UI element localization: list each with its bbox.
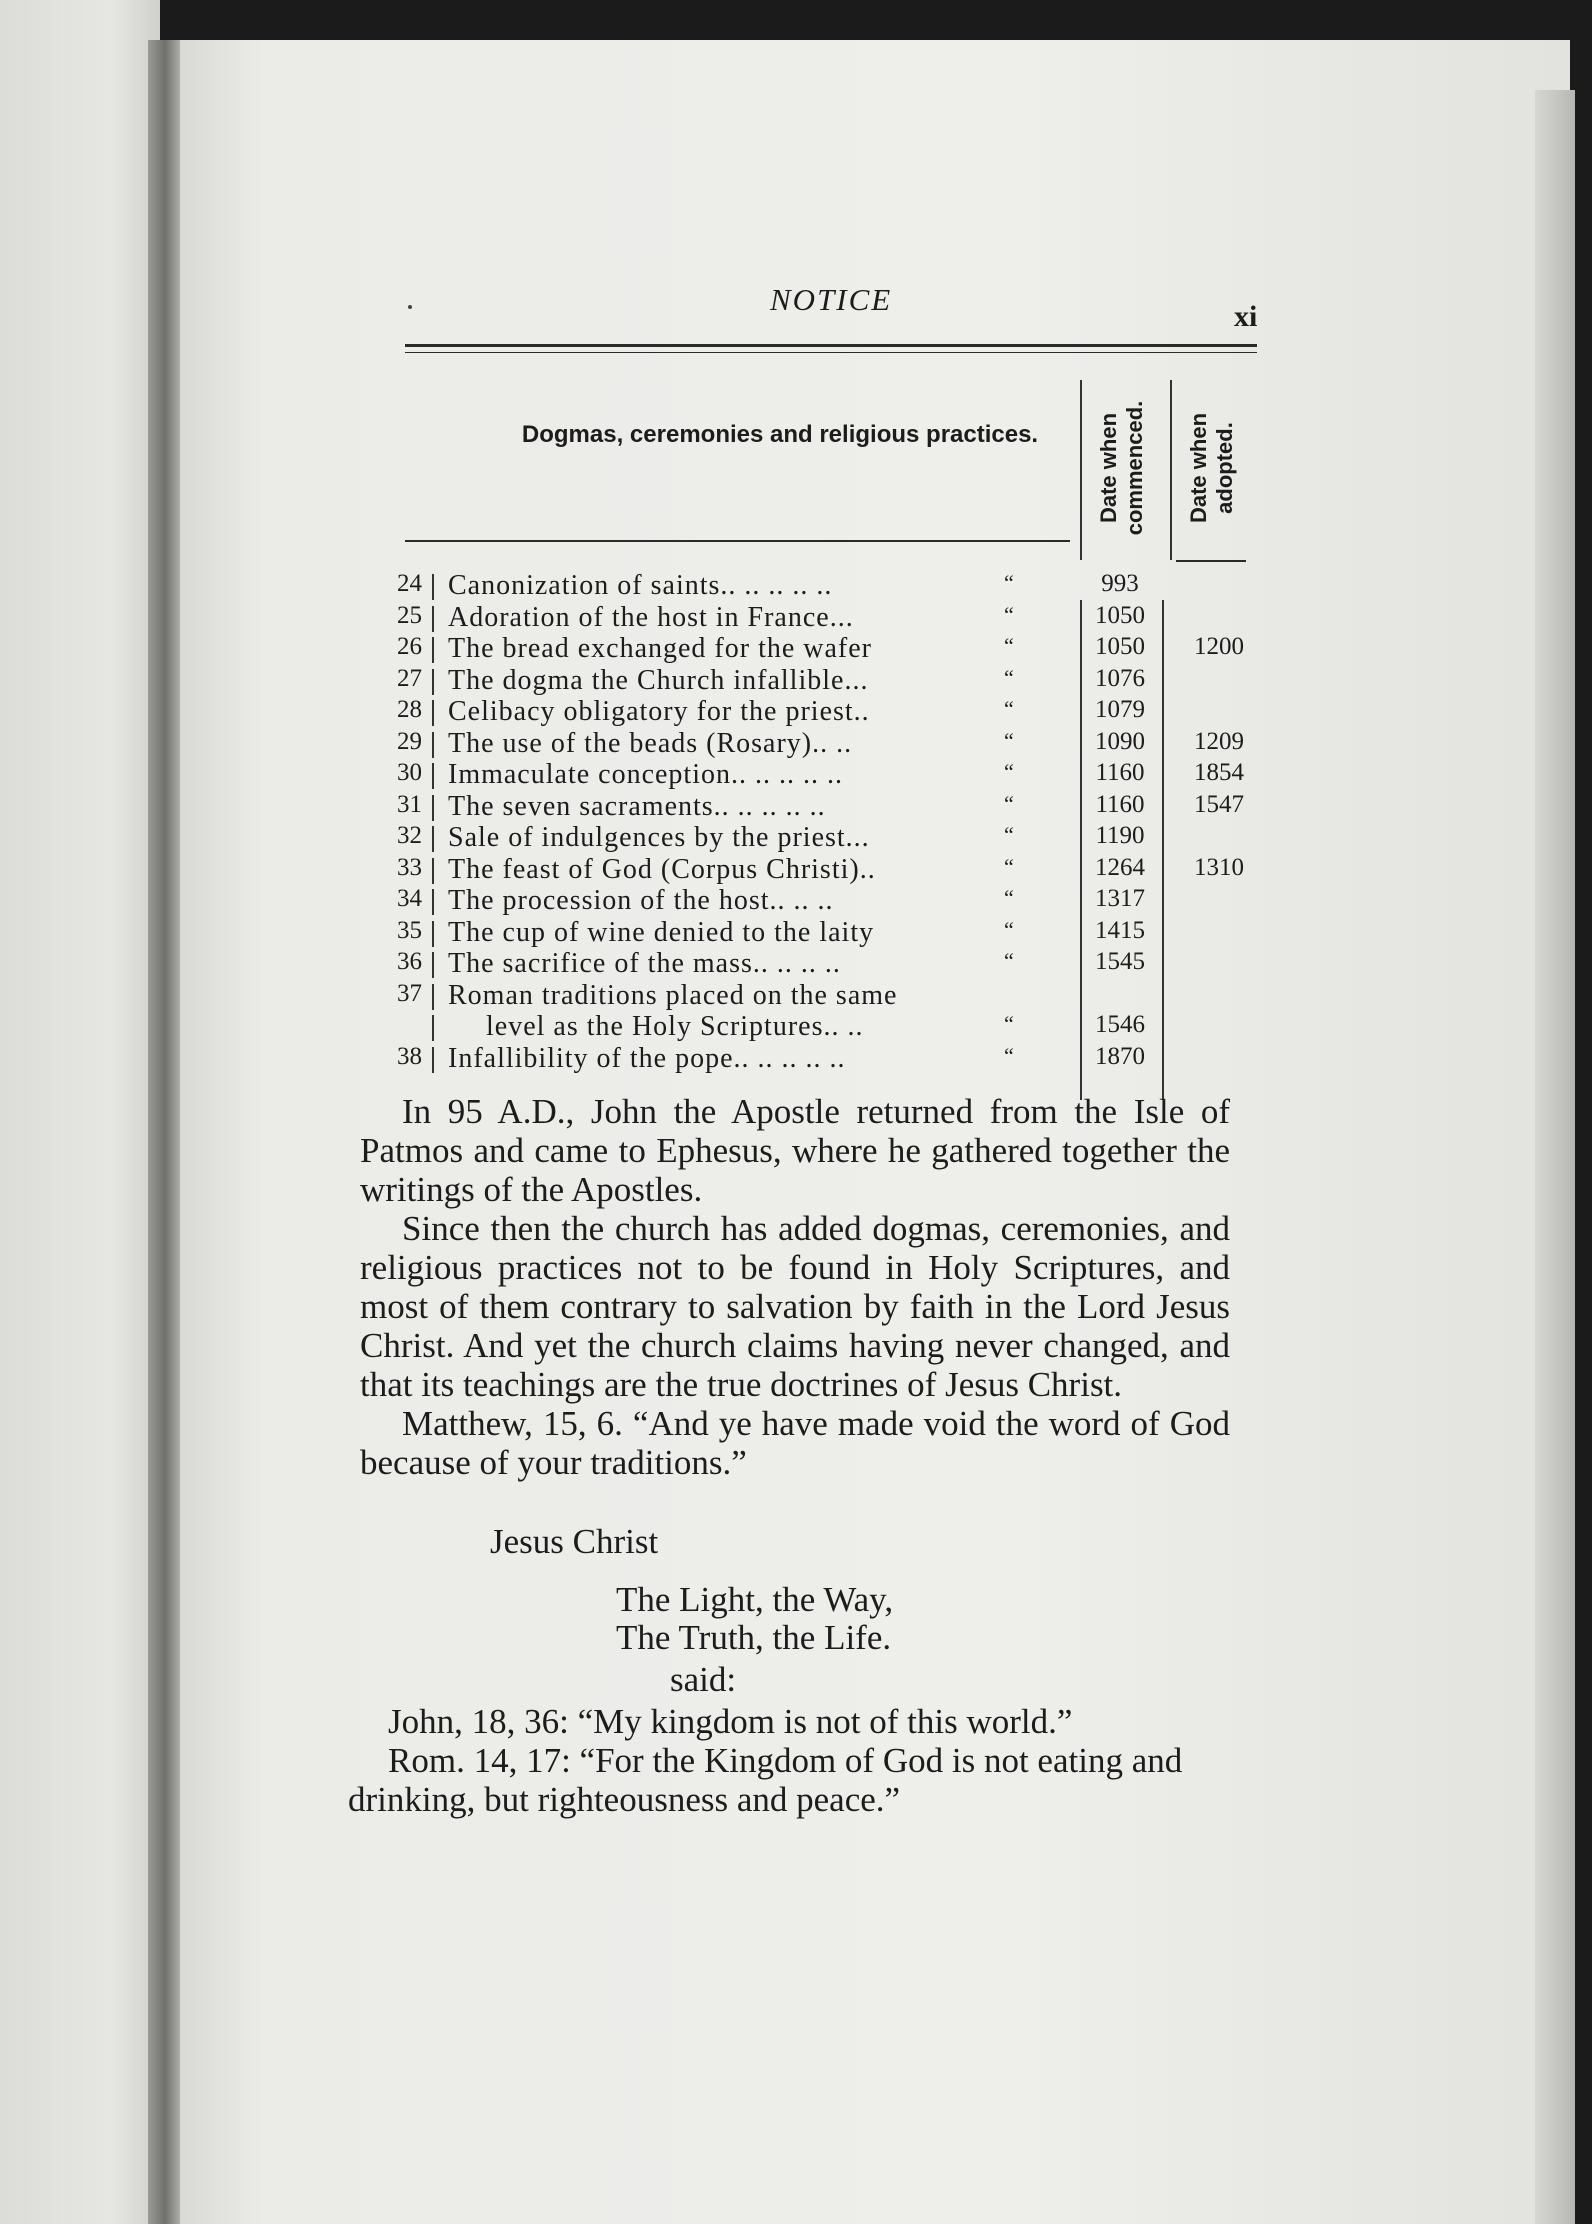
table-row: [0, 854, 1300, 886]
ditto-mark: “: [1004, 853, 1014, 879]
table-row: [0, 885, 1300, 917]
row-bar: [432, 826, 434, 852]
row-number: 24: [397, 570, 422, 597]
date-commenced: 1079: [1095, 696, 1145, 723]
row-label: Roman traditions placed on the same: [448, 979, 898, 1011]
margin-mark: [408, 305, 412, 309]
column-heading-commenced: Date when commenced.: [1096, 400, 1147, 536]
column-divider-1: [1080, 380, 1082, 560]
row-number: 32: [397, 822, 422, 849]
table-top-rule: [405, 344, 1257, 347]
column-divider-2: [1170, 380, 1172, 560]
table-row: [0, 917, 1300, 949]
row-number: 25: [397, 601, 422, 629]
date-commenced: 1160: [1095, 759, 1145, 786]
row-number: 33: [397, 853, 422, 881]
table-row: [0, 1011, 1300, 1043]
row-label: Sale of indulgences by the priest...: [448, 822, 870, 853]
row-label: Canonization of saints.. .. .. .. ..: [448, 570, 833, 601]
page-number: xi: [1234, 300, 1258, 333]
row-number: 38: [397, 1042, 422, 1070]
row-bar: [432, 952, 434, 978]
date-commenced: 993: [1101, 570, 1139, 597]
quote-john: John, 18, 36: “My kingdom is not of this world.”: [388, 1702, 1073, 1741]
row-bar: [432, 1015, 434, 1041]
table-row: [0, 822, 1300, 854]
book-gutter: [148, 40, 182, 2224]
page-edge-shadow: [1535, 90, 1575, 2224]
row-label: The sacrifice of the mass.. .. .. ..: [448, 948, 841, 979]
ditto-mark: “: [1004, 570, 1014, 595]
paragraph: In 95 A.D., John the Apostle returned from the Isle of Patmos and came to Ephesus, where he gathered together the writings of the Apostles.: [360, 1092, 1230, 1209]
date-commenced: 1870: [1095, 1042, 1145, 1070]
paragraph: Matthew, 15, 6. “And ye have made void the word of God because of your traditions.”: [360, 1404, 1230, 1482]
table-row: [0, 980, 1300, 1012]
row-label: level as the Holy Scriptures.. ..: [486, 1011, 864, 1042]
row-number: 28: [397, 696, 422, 723]
ditto-mark: “: [1004, 696, 1014, 721]
row-label: The seven sacraments.. .. .. .. ..: [448, 790, 826, 822]
row-number: 27: [397, 664, 422, 692]
table-row: [0, 665, 1300, 697]
date-adopted: 1547: [1194, 790, 1244, 818]
table-row: [0, 633, 1300, 665]
row-bar: [432, 606, 434, 632]
commenced-column-rule: [1080, 600, 1082, 1100]
ditto-mark: “: [1004, 1011, 1014, 1036]
quote-romans: Rom. 14, 17: “For the Kingdom of God is not eating and drinking, but righteousness and peace.”: [348, 1741, 1183, 1819]
column-heading-dogmas: Dogmas, ceremonies and religious practices.: [521, 421, 1039, 448]
table-row: [0, 728, 1300, 760]
table-top-rule-thin: [405, 352, 1257, 353]
header-bottom-rule: [405, 540, 1070, 542]
row-label: Celibacy obligatory for the priest..: [448, 696, 870, 727]
date-adopted: 1310: [1194, 853, 1244, 881]
row-label: The bread exchanged for the wafer: [448, 633, 873, 664]
table-row: [0, 791, 1300, 823]
row-bar: [432, 921, 434, 947]
ditto-mark: “: [1004, 759, 1014, 784]
date-adopted: 1200: [1194, 633, 1244, 660]
paragraph: Since then the church has added dogmas, ceremonies, and religious practices not to be found in Holy Scriptures, and most of them contrary to salvation by faith in the Lord Jesus Christ. And yet the church claims having never changed, and that its teachings are the true doctrines of Jesus Christ.: [360, 1209, 1230, 1404]
row-label: The procession of the host.. .. ..: [448, 885, 834, 916]
row-label: The use of the beads (Rosary).. ..: [448, 727, 853, 759]
date-commenced: 1317: [1095, 885, 1145, 912]
ditto-mark: “: [1004, 822, 1014, 847]
row-label: The cup of wine denied to the laity: [448, 916, 875, 948]
adopted-column-rule: [1162, 600, 1164, 1100]
row-bar: [432, 1047, 434, 1073]
row-bar: [432, 858, 434, 884]
row-label: Adoration of the host in France...: [448, 601, 854, 633]
row-bar: [432, 889, 434, 915]
row-number: 35: [397, 916, 422, 944]
closing-line-1: The Light, the Way,: [616, 1580, 894, 1619]
row-bar: [432, 763, 434, 789]
table-row: [0, 948, 1300, 980]
ditto-mark: “: [1004, 916, 1014, 942]
row-number: 36: [397, 948, 422, 975]
ditto-mark: “: [1004, 601, 1014, 627]
row-label: The feast of God (Corpus Christi)..: [448, 853, 876, 885]
date-commenced: 1545: [1095, 948, 1145, 975]
row-bar: [432, 795, 434, 821]
ditto-mark: “: [1004, 1042, 1014, 1068]
date-adopted: 1854: [1194, 759, 1244, 786]
ditto-mark: “: [1004, 885, 1014, 910]
row-bar: [432, 984, 434, 1010]
ditto-mark: “: [1004, 664, 1014, 690]
date-adopted: 1209: [1194, 727, 1244, 755]
row-bar: [432, 637, 434, 663]
row-bar: [432, 700, 434, 726]
row-bar: [432, 574, 434, 600]
row-number: 29: [397, 727, 422, 755]
ditto-mark: “: [1004, 790, 1014, 816]
facing-page-edge: [0, 0, 160, 2224]
row-number: 26: [397, 633, 422, 660]
date-commenced: 1546: [1095, 1011, 1145, 1038]
closing-said: said:: [670, 1660, 737, 1699]
row-label: Infallibility of the pope.. .. .. .. ..: [448, 1042, 846, 1074]
running-head: NOTICE: [770, 282, 893, 317]
row-number: 31: [397, 790, 422, 818]
scripture-quotes: [348, 1702, 1228, 1819]
date-commenced: 1264: [1095, 853, 1145, 881]
row-label: The dogma the Church infallible...: [448, 664, 869, 696]
row-number: 37: [397, 979, 422, 1007]
row-bar: [432, 669, 434, 695]
closing-line-2: The Truth, the Life.: [616, 1618, 892, 1657]
date-commenced: 1415: [1095, 916, 1145, 944]
date-commenced: 1160: [1095, 790, 1145, 818]
date-commenced: 1090: [1095, 727, 1145, 755]
date-commenced: 1050: [1095, 633, 1145, 660]
row-label: Immaculate conception.. .. .. .. ..: [448, 759, 843, 790]
row-number: 30: [397, 759, 422, 786]
table-row: [0, 759, 1300, 791]
ditto-mark: “: [1004, 727, 1014, 753]
column-heading-adopted: Date when adopted.: [1186, 412, 1237, 524]
date-commenced: 1190: [1095, 822, 1145, 849]
closing-name: Jesus Christ: [490, 1522, 659, 1561]
table-row: [0, 1043, 1300, 1075]
table-row: [0, 570, 1300, 602]
date-commenced: 1076: [1095, 664, 1145, 692]
table-row: [0, 602, 1300, 634]
ditto-mark: “: [1004, 948, 1014, 973]
body-text: [360, 1092, 1230, 1482]
adopted-col-bottom-rule: [1176, 560, 1246, 562]
ditto-mark: “: [1004, 633, 1014, 658]
date-commenced: 1050: [1095, 601, 1145, 629]
row-number: 34: [397, 885, 422, 912]
row-bar: [432, 732, 434, 758]
table-row: [0, 696, 1300, 728]
